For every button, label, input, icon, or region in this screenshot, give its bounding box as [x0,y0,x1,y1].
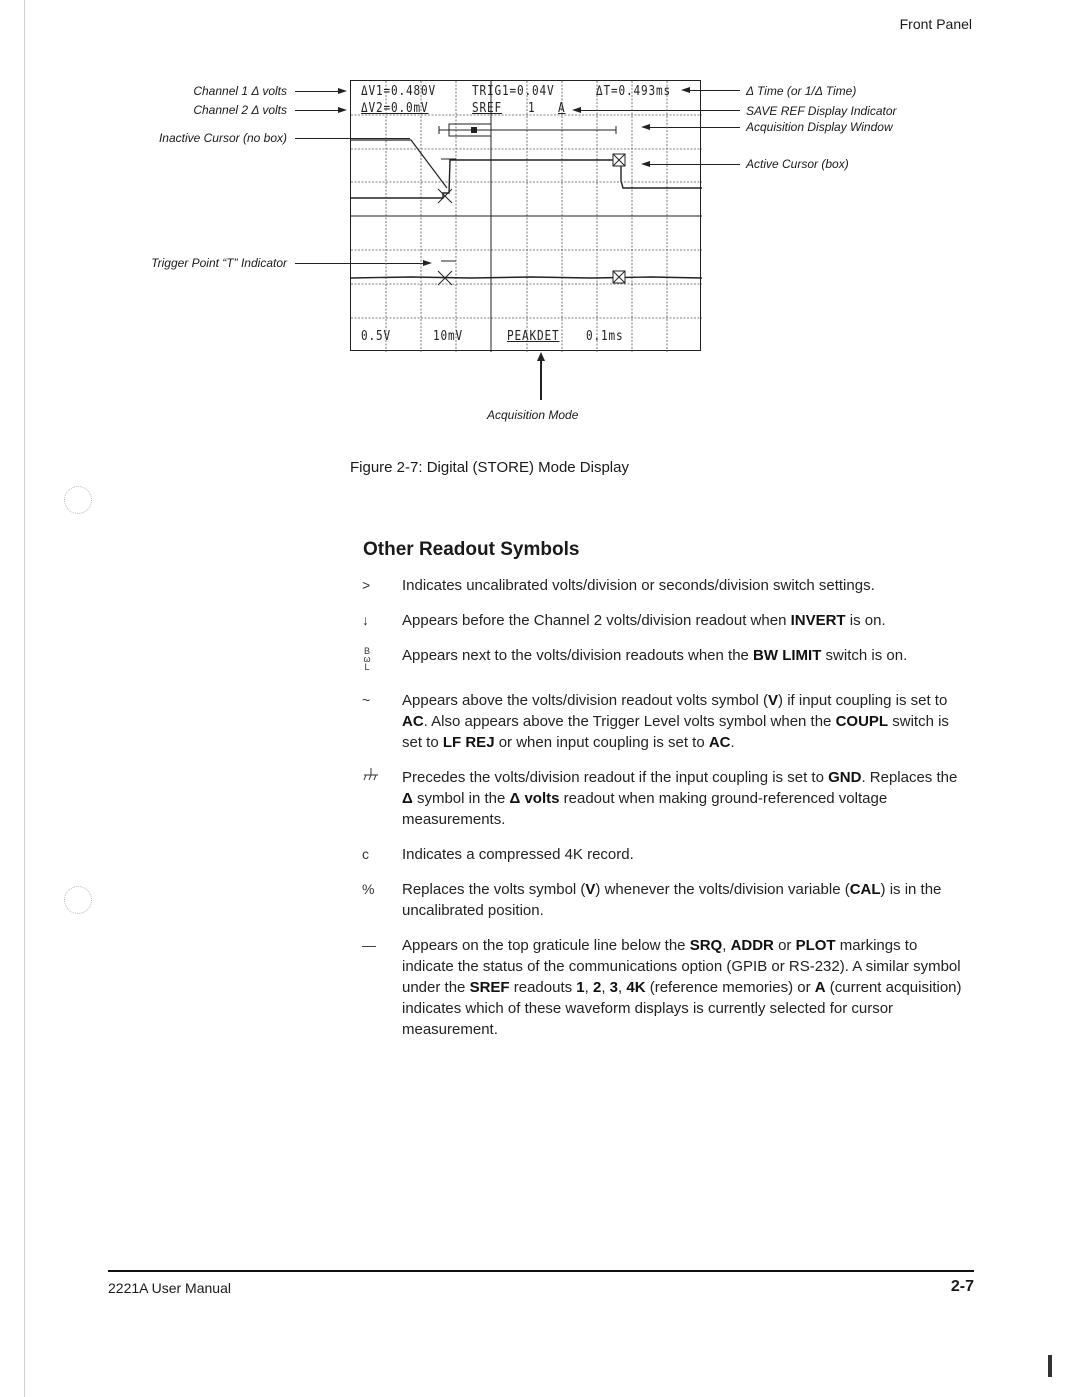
readout-sref: SREF [472,101,503,116]
symbol-item-bw-limit [362,645,972,676]
punch-hole [64,886,92,914]
running-head: Front Panel [899,16,972,32]
readout-acquisition-mode: PEAKDET [507,329,560,344]
symbol-description: Appears next to the volts/division readouts when the BW LIMIT switch is on. [402,647,908,664]
percent-icon: % [362,881,375,897]
symbol-item-ground [362,767,972,830]
down-arrow-icon: ↓ [362,612,369,628]
leader-line [540,358,542,400]
greater-than-icon: > [362,577,371,593]
symbol-item-compressed [362,844,972,865]
callout-trigger-point-indicator: Trigger Point “T” Indicator [151,256,287,270]
dash-icon: — [362,937,376,953]
callout-inactive-cursor: Inactive Cursor (no box) [158,131,287,145]
callout-channel-1-delta-volts: Channel 1 Δ volts [193,84,287,98]
footer-page-number: 2-7 [950,1278,974,1295]
symbol-item-dash [362,935,972,1040]
readout-ch1-volts-div: 0.5V [361,329,392,344]
symbol-item-percent [362,879,972,921]
ground-icon [362,767,402,830]
figure-caption: Figure 2-7: Digital (STORE) Mode Display [350,459,629,476]
c-icon: c [362,846,369,862]
arrow-right-icon [338,107,347,113]
readout-ch2-volts-div: 10mV [433,329,464,344]
symbol-item-invert [362,610,972,631]
readout-delta-v1: ΔV1=0.480V [361,84,437,99]
figure-2-7 [0,0,1080,500]
leader-line [295,91,340,92]
tilde-icon: ~ [362,692,371,708]
symbol-description: Appears before the Channel 2 volts/division readout when INVERT is on. [402,612,886,629]
footer-manual-title: 2221A User Manual [108,1280,231,1296]
symbol-item-ac-coupling [362,690,972,753]
symbol-description: Precedes the volts/division readout if the input coupling is set to GND. Replaces the Δ symbol in the Δ volts readout when making ground-referenced voltage measurements. [402,769,958,828]
callout-channel-2-delta-volts: Channel 2 Δ volts [193,103,287,117]
symbol-description: Indicates a compressed 4K record. [402,846,634,863]
symbol-description: Appears on the top graticule line below the SRQ, ADDR or PLOT markings to indicate the status of the communications option (GPIB or RS-232). A similar symbol under the SREF readouts 1, 2, 3, 4K (reference memories) or A (current acquisition) indicates which of these waveform displays is currently selected for cursor measurement. [402,937,962,1038]
readout-sec-div: 0.1ms [586,329,624,344]
readout-sref-number: 1 [528,101,536,116]
symbol-description: Replaces the volts symbol (V) whenever the volts/division variable (CAL) is in the uncalibrated position. [402,881,942,919]
callout-save-ref-indicator: SAVE REF Display Indicator [746,104,897,118]
callout-active-cursor: Active Cursor (box) [746,157,849,171]
callout-delta-time: Δ Time (or 1/Δ Time) [746,84,857,98]
readout-sref-selected: A [558,101,566,116]
readout-delta-v2: ΔV2=0.0mV [361,101,429,116]
graticule-and-waveforms [351,81,702,352]
readout-symbol-list [362,575,972,1054]
symbol-description: Indicates uncalibrated volts/division or seconds/division switch settings. [402,577,875,594]
callout-acquisition-display-window: Acquisition Display Window [746,120,893,134]
symbol-description: Appears above the volts/division readout volts symbol (V) if input coupling is set to AC. Also appears above the Trigger Level volts symbol when the COUPL switch is set to LF REJ or when input coupling is set to AC. [402,692,949,751]
readout-trigger-level: TRIG1=0.04V [472,84,555,99]
arrow-up-icon [537,352,545,361]
arrow-right-icon [338,88,347,94]
readout-delta-time: ΔT=0.493ms [596,84,672,99]
symbol-item-uncalibrated [362,575,972,596]
footer-rule [108,1270,974,1272]
section-heading: Other Readout Symbols [363,539,580,560]
bw-limit-icon: B ω L [363,646,371,672]
scan-artifact [1048,1355,1052,1377]
oscilloscope-display [350,80,701,351]
callout-acquisition-mode: Acquisition Mode [487,408,579,422]
leader-line [295,110,340,111]
